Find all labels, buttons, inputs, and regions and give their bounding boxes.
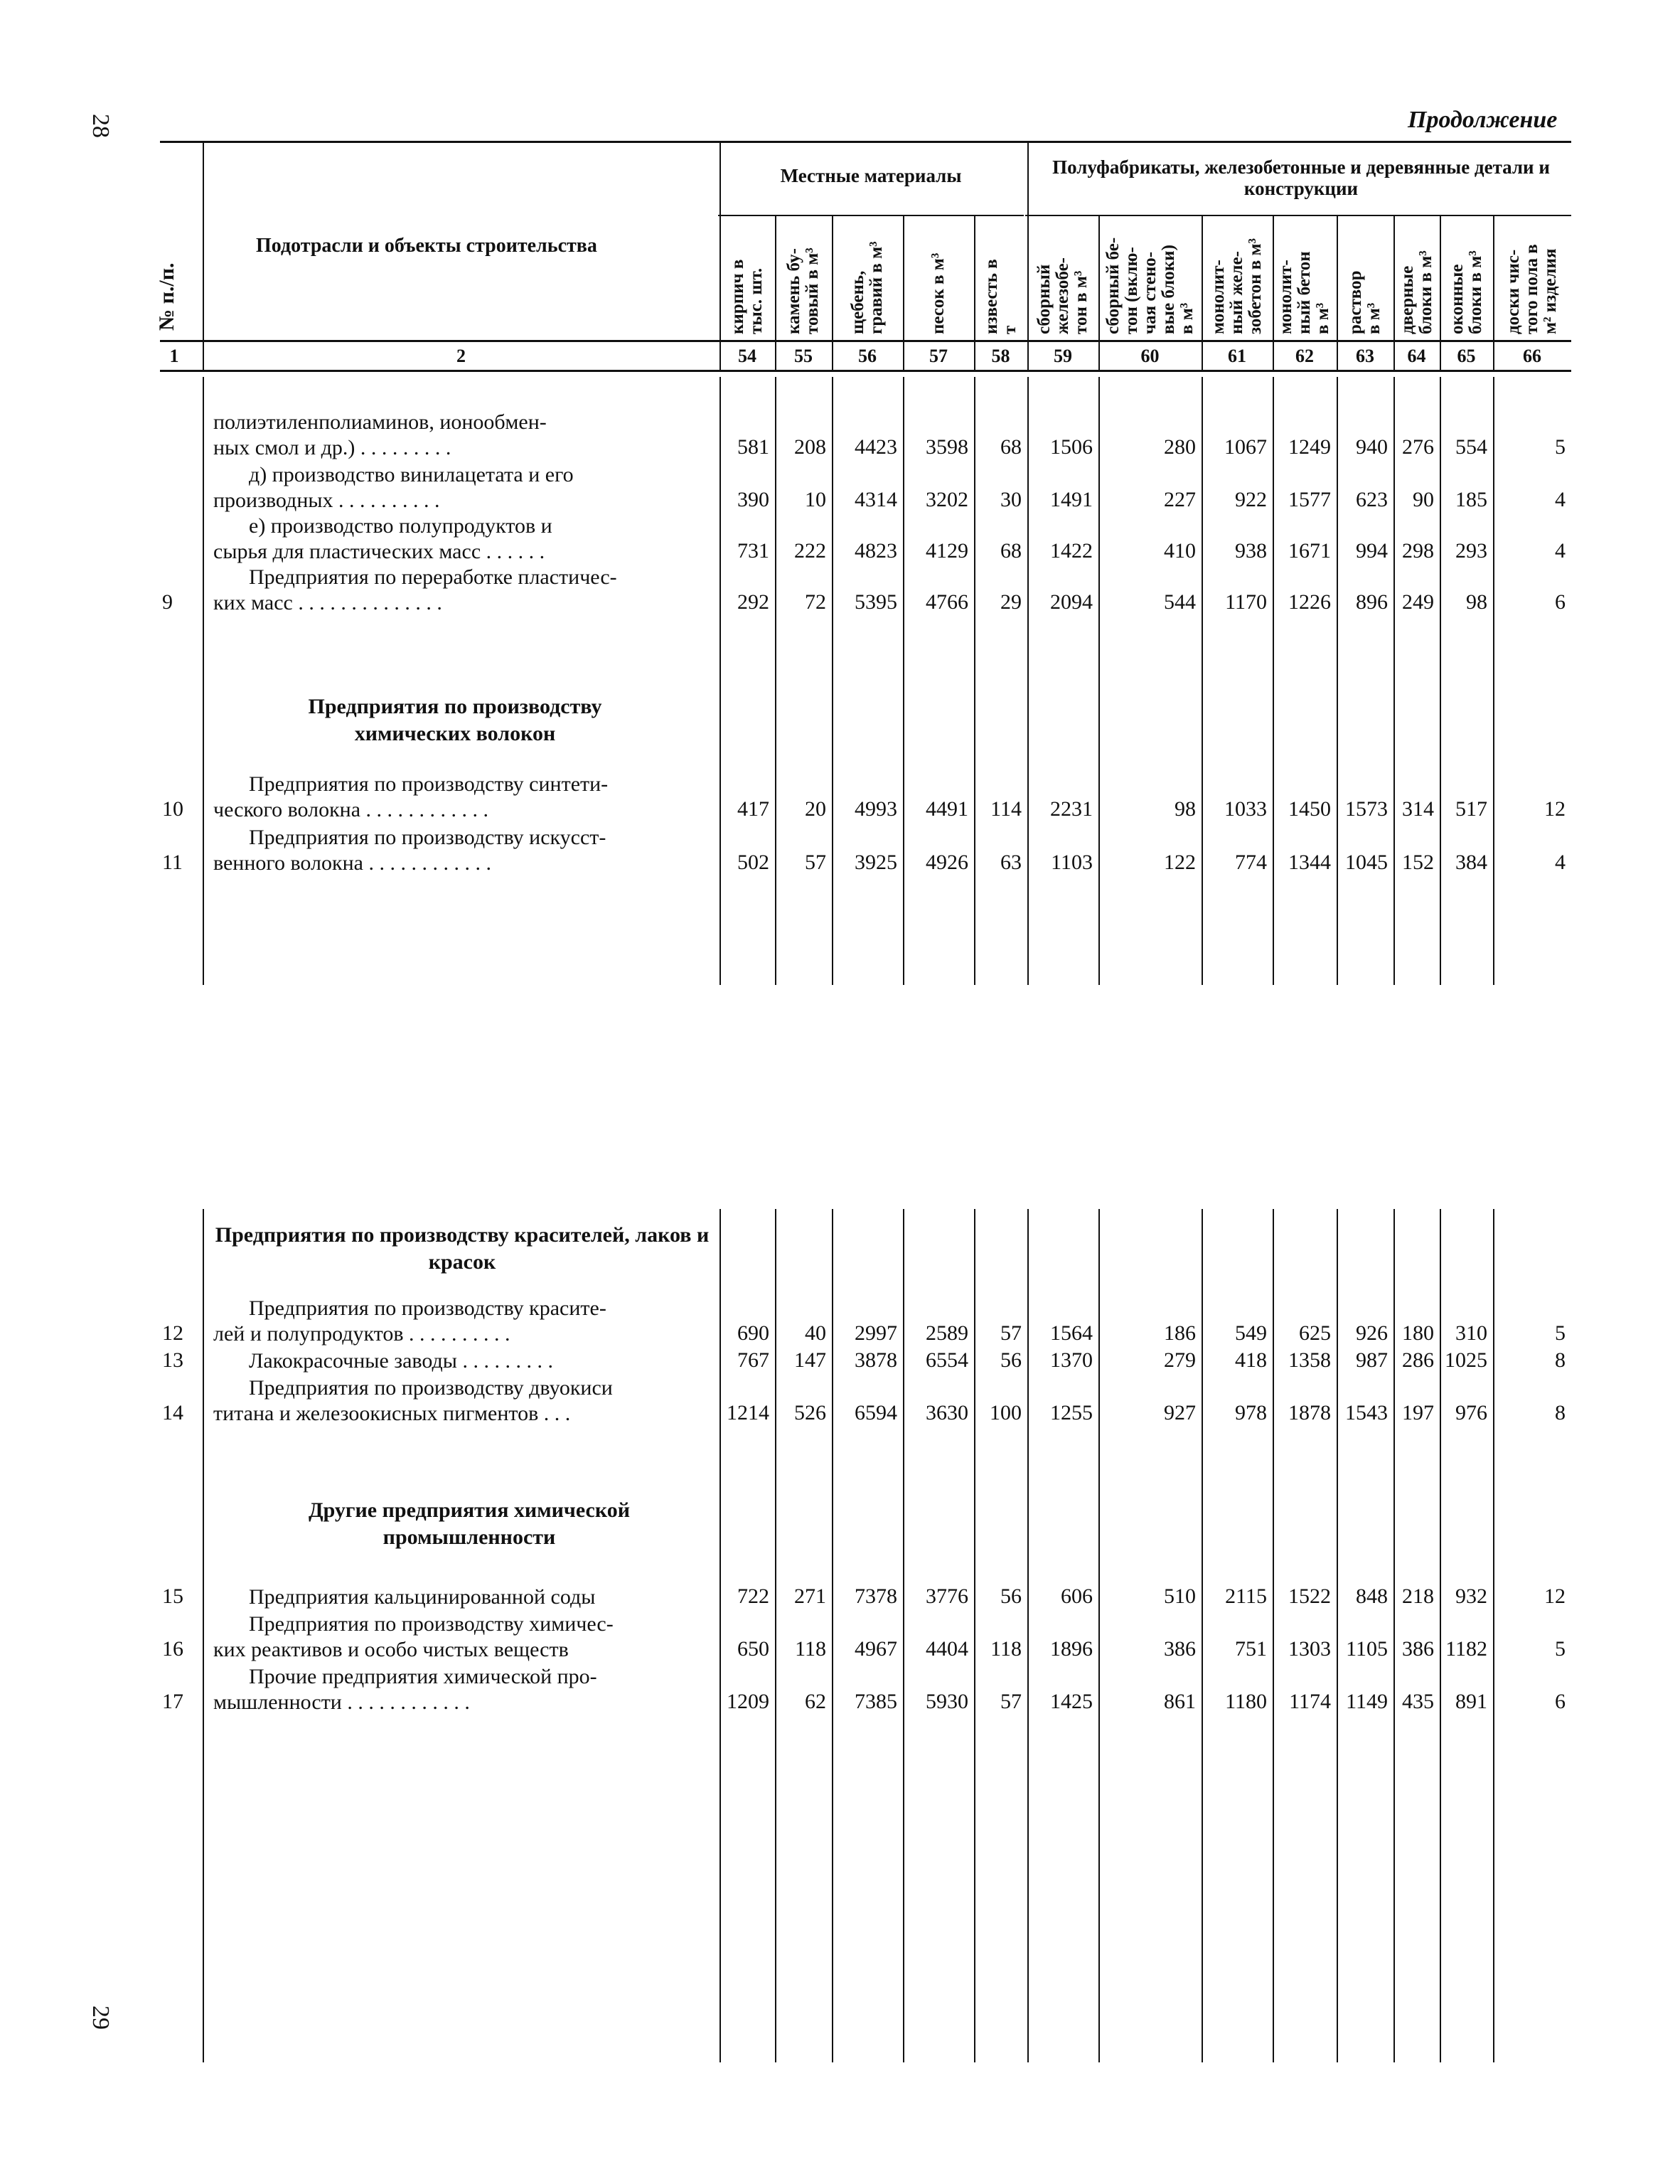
row-name: титана и железоокисных пигментов . . . [213,1402,571,1425]
table-cell: 1182 [1445,1637,1487,1661]
row-number: 9 [162,590,173,614]
column-number: 58 [991,346,1010,366]
row-name: Предприятия кальцинированной соды [249,1585,596,1609]
column-header-label: монолит- [1276,260,1295,334]
table-cell: 2997 [855,1321,897,1345]
table-cell: 1671 [1288,539,1331,563]
column-header-label: блоки в м³ [1465,250,1485,334]
column-header-label: оконные [1447,264,1467,334]
colnum-bottom-rule [160,370,1571,372]
table-cell: 3598 [926,435,968,459]
table-cell: 249 [1402,590,1434,614]
table-cell: 72 [805,590,826,614]
header-bottom-rule [160,340,1571,342]
table-cell: 293 [1455,539,1487,563]
column-header-label: щебень, [848,270,867,334]
table-cell: 5930 [926,1690,968,1713]
table-cell: 4129 [926,539,968,563]
column-header-label: вые блоки) [1158,245,1178,334]
table-cell: 314 [1402,797,1434,821]
table-cell: 1506 [1050,435,1093,459]
table-cell: 1358 [1288,1348,1331,1372]
table-cell: 384 [1455,851,1487,874]
table-cell: 390 [737,488,769,511]
table-cell: 1425 [1050,1690,1093,1713]
table-cell: 4 [1555,539,1566,563]
table-cell: 298 [1402,539,1434,563]
column-header-label: тон (вклю- [1121,247,1141,334]
body-divider [1393,377,1395,985]
table-cell: 218 [1402,1584,1434,1608]
body-divider [1027,377,1029,985]
table-cell: 286 [1402,1348,1434,1372]
column-number: 64 [1407,346,1426,366]
column-number: 66 [1523,346,1541,366]
continuation-label: Продолжение [1408,107,1558,133]
column-header-label: железобе- [1053,257,1072,334]
table-cell: 1170 [1225,590,1267,614]
table-cell: 940 [1356,435,1388,459]
table-cell: 410 [1164,539,1196,563]
table-cell: 8 [1555,1348,1566,1372]
row-name: лей и полупродуктов . . . . . . . . . . [213,1322,510,1346]
row-name: е) производство полупродуктов и [249,514,552,538]
row-name: Предприятия по переработке пластичес- [249,565,617,589]
column-number: 56 [858,346,877,366]
table-cell: 1564 [1050,1321,1093,1345]
table-cell: 1303 [1288,1637,1331,1661]
group-semi-header: Полуфабрикаты, железобетонные и деревянные детали и конструкции [1052,156,1550,199]
table-cell: 6 [1555,1690,1566,1713]
table-cell: 40 [805,1321,826,1345]
body-divider [832,377,833,985]
header-divider [203,141,204,370]
table-cell: 1214 [727,1401,769,1424]
group-local-header: Местные материалы [780,165,962,186]
column-header-label: сборный [1034,264,1054,334]
column-header-label: камень бу- [784,248,803,334]
table-cell: 2231 [1050,797,1093,821]
column-header-label: товый в м³ [803,247,822,334]
row-number: 15 [162,1584,183,1608]
table-cell: 5 [1555,1637,1566,1661]
table-cell: 68 [1000,539,1022,563]
table-cell: 118 [990,1637,1022,1661]
row-name: Предприятия по производству двуокиси [249,1376,613,1400]
row-number: 13 [162,1348,183,1372]
table-cell: 926 [1356,1321,1388,1345]
row-name: Лакокрасочные заводы . . . . . . . . . [249,1349,553,1373]
body-divider [1273,377,1274,985]
table-cell: 152 [1402,851,1434,874]
table-cell: 927 [1164,1401,1196,1424]
table-cell: 625 [1299,1321,1331,1345]
table-cell: 386 [1402,1637,1434,1661]
table-cell: 20 [805,797,826,821]
row-name: сырья для пластических масс . . . . . . [213,540,545,563]
table-cell: 63 [1000,851,1022,874]
table-cell: 1491 [1050,488,1093,511]
table-cell: 510 [1164,1584,1196,1608]
body-divider [974,377,975,985]
row-name: д) производство винилацетата и его [249,463,574,486]
column-header-label: песок в м³ [929,252,948,334]
table-cell: 1209 [727,1690,769,1713]
table-cell: 4423 [855,435,897,459]
table-cell: 4314 [855,488,897,511]
table-cell: 29 [1000,590,1022,614]
column-header-label: ный бетон [1295,251,1314,334]
table-cell: 56 [1000,1348,1022,1372]
column-header-label: дверные [1397,265,1417,334]
table-cell: 932 [1455,1584,1487,1608]
row-name: производных . . . . . . . . . . [213,489,440,512]
table-cell: 1577 [1288,488,1331,511]
table-cell: 435 [1402,1690,1434,1713]
table-cell: 4766 [926,590,968,614]
header-top-rule [160,141,1571,143]
column-number: 60 [1140,346,1160,366]
row-number: 11 [162,851,183,874]
table-cell: 12 [1544,797,1566,821]
table-cell: 1422 [1050,539,1093,563]
table-cell: 2589 [926,1321,968,1345]
table-cell: 4 [1555,488,1566,511]
table-cell: 180 [1402,1321,1434,1345]
row-name: ких реактивов и особо чистых веществ [213,1638,569,1661]
table-cell: 1896 [1050,1637,1093,1661]
table-cell: 4491 [926,797,968,821]
section-title: Другие предприятия химической промышленности [308,1498,631,1549]
column-header-label: т [1000,325,1020,334]
column-header-label: монолит- [1209,260,1228,334]
column-header-label: блоки в м³ [1416,250,1435,334]
table-cell: 98 [1175,797,1196,821]
row-number: 14 [162,1401,183,1424]
table-cell: 98 [1466,590,1487,614]
table-cell: 767 [737,1348,769,1372]
row-name: Прочие предприятия химической про- [249,1665,597,1688]
table-cell: 8 [1555,1401,1566,1424]
section-title: Предприятия по производству химических волокон [308,695,602,745]
table-cell: 68 [1000,435,1022,459]
table-cell: 581 [737,435,769,459]
table-cell: 7385 [855,1690,897,1713]
table-cell: 1226 [1288,590,1331,614]
column-number: 61 [1228,346,1246,366]
table-cell: 502 [737,851,769,874]
row-number: 16 [162,1637,183,1661]
table-cell: 978 [1235,1401,1267,1424]
table-cell: 90 [1413,488,1434,511]
table-cell: 100 [990,1401,1022,1424]
table-cell: 650 [737,1637,769,1661]
table-cell: 222 [794,539,826,563]
row-name: Предприятия по производству химичес- [249,1612,614,1636]
column-header-label: кирпич в [728,259,747,334]
table-cell: 3878 [855,1348,897,1372]
table-cell: 606 [1061,1584,1093,1608]
table-cell: 774 [1235,851,1267,874]
table-cell: 1255 [1050,1401,1093,1424]
table-cell: 517 [1455,797,1487,821]
row-name: полиэтиленполиаминов, ионообмен- [213,410,547,434]
column-header-label: зобетон в м³ [1246,238,1265,334]
row-number: 17 [162,1690,183,1713]
row-name: Предприятия по производству красите- [249,1296,606,1320]
column-number: 55 [794,346,813,366]
table-cell: 1370 [1050,1348,1093,1372]
table-cell: 1045 [1345,851,1388,874]
column-header-label: того пола в [1522,244,1541,334]
column-header-label: в м³ [1313,302,1332,334]
table-cell: 3776 [926,1584,968,1608]
table-cell: 185 [1455,488,1487,511]
column-header-label: в м³ [1364,302,1384,334]
table-cell: 1105 [1346,1637,1388,1661]
table-cell: 4404 [926,1637,968,1661]
table-cell: 5 [1555,1321,1566,1345]
table-cell: 526 [794,1401,826,1424]
table-cell: 4993 [855,797,897,821]
table-cell: 118 [795,1637,826,1661]
table-cell: 279 [1164,1348,1196,1372]
table-cell: 7378 [855,1584,897,1608]
table-cell: 3202 [926,488,968,511]
column-header-label: чая стено- [1140,251,1160,334]
table-cell: 418 [1235,1348,1267,1372]
table-cell: 891 [1455,1690,1487,1713]
col-num-header: № п./п. [155,262,178,331]
row-name: ческого волокна . . . . . . . . . . . . [213,798,489,821]
table-cell: 544 [1164,590,1196,614]
table-cell: 690 [737,1321,769,1345]
column-number: 65 [1457,346,1476,366]
table-cell: 976 [1455,1401,1487,1424]
table-cell: 3925 [855,851,897,874]
table-cell: 554 [1455,435,1487,459]
table-cell: 848 [1356,1584,1388,1608]
table-cell: 987 [1356,1348,1388,1372]
table-cell: 938 [1235,539,1267,563]
row-name: венного волокна . . . . . . . . . . . . [213,851,491,875]
table-cell: 5 [1555,435,1566,459]
table-cell: 6 [1555,590,1566,614]
table-cell: 271 [794,1584,826,1608]
section-title: Предприятия по производству красителей, лаков и красок [215,1223,710,1274]
column-header-label: м² изделия [1541,248,1560,334]
column-number: 59 [1054,346,1072,366]
table-cell: 549 [1235,1321,1267,1345]
body-divider [1440,377,1441,985]
row-name: Предприятия по производству синтети- [249,772,609,796]
row-name: ких масс . . . . . . . . . . . . . . [213,591,442,614]
row-number: 12 [162,1321,183,1345]
semi-group-rule [1025,215,1571,216]
body-divider [775,377,776,985]
table-cell: 896 [1356,590,1388,614]
table-cell: 10 [805,488,826,511]
column-header-label: ный желе- [1227,251,1246,334]
header-divider [719,141,721,370]
table-cell: 1450 [1288,797,1331,821]
column-number: 54 [738,346,756,366]
body-divider [1493,377,1494,985]
table-cell: 57 [1000,1690,1022,1713]
table-cell: 2115 [1225,1584,1267,1608]
body-divider [1337,377,1338,985]
table-cell: 310 [1455,1321,1487,1345]
table-cell: 1522 [1288,1584,1331,1608]
body-divider [1098,377,1100,985]
table-cell: 1573 [1345,797,1388,821]
column-header-label: доски чис- [1504,249,1523,334]
table-cell: 227 [1164,488,1196,511]
table-cell: 197 [1402,1401,1434,1424]
table-cell: 1033 [1224,797,1267,821]
table-cell: 4967 [855,1637,897,1661]
body-divider [903,377,904,985]
table-cell: 6594 [855,1401,897,1424]
column-number: 1 [169,346,179,366]
column-header-label: раствор [1346,270,1365,334]
table-cell: 4926 [926,851,968,874]
column-header-label: сборный бе- [1103,237,1123,334]
table-cell: 1180 [1225,1690,1267,1713]
col-subsector-header: Подотрасли и объекты строительства [256,235,597,257]
table-cell: 1174 [1289,1690,1331,1713]
column-header-label: тыс. шт. [747,267,766,334]
table-cell: 1344 [1288,851,1331,874]
table-cell: 186 [1164,1321,1196,1345]
column-header-label: тон в м³ [1071,270,1091,334]
table-cell: 1025 [1445,1348,1487,1372]
table-cell: 3630 [926,1401,968,1424]
row-number: 10 [162,797,183,821]
table-cell: 12 [1544,1584,1566,1608]
body-divider [203,1209,204,2062]
body-divider [203,377,204,985]
column-number: 62 [1295,346,1314,366]
table-cell: 1103 [1051,851,1093,874]
table-cell: 5395 [855,590,897,614]
body-divider [719,377,721,985]
table-cell: 276 [1402,435,1434,459]
table-cell: 147 [794,1348,826,1372]
column-number: 63 [1356,346,1374,366]
table-cell: 280 [1164,435,1196,459]
column-header-label: гравий в м³ [867,241,886,334]
column-header-label: в м³ [1177,302,1197,334]
table-cell: 1149 [1346,1690,1388,1713]
page-number-bottom: 29 [87,2005,114,2030]
table-cell: 30 [1000,488,1022,511]
table-cell: 1543 [1345,1401,1388,1424]
table-cell: 56 [1000,1584,1022,1608]
table-cell: 4823 [855,539,897,563]
table-cell: 114 [990,797,1022,821]
table-cell: 1067 [1224,435,1267,459]
column-number: 2 [456,346,466,366]
row-name: Предприятия по производству искусст- [249,826,606,849]
table-cell: 751 [1235,1637,1267,1661]
row-name: мышленности . . . . . . . . . . . . [213,1690,470,1714]
column-number: 57 [929,346,948,366]
table-cell: 122 [1164,851,1196,874]
local-group-rule [718,215,1024,216]
column-header-label: известь в [981,259,1001,334]
table-cell: 57 [805,851,826,874]
table-cell: 417 [737,797,769,821]
table-cell: 386 [1164,1637,1196,1661]
header-divider [1027,141,1029,370]
table-cell: 6554 [926,1348,968,1372]
table-cell: 62 [805,1690,826,1713]
table-cell: 731 [737,539,769,563]
table-cell: 861 [1164,1690,1196,1713]
table-cell: 722 [737,1584,769,1608]
table-cell: 4 [1555,851,1566,874]
table-cell: 208 [794,435,826,459]
page-number-top: 28 [87,114,114,138]
table-cell: 994 [1356,539,1388,563]
table-cell: 623 [1356,488,1388,511]
body-divider [1202,377,1203,985]
row-name: ных смол и др.) . . . . . . . . . [213,436,451,459]
table-cell: 1878 [1288,1401,1331,1424]
table-cell: 57 [1000,1321,1022,1345]
table-cell: 292 [737,590,769,614]
table-cell: 1249 [1288,435,1331,459]
table-cell: 2094 [1050,590,1093,614]
table-cell: 922 [1235,488,1267,511]
